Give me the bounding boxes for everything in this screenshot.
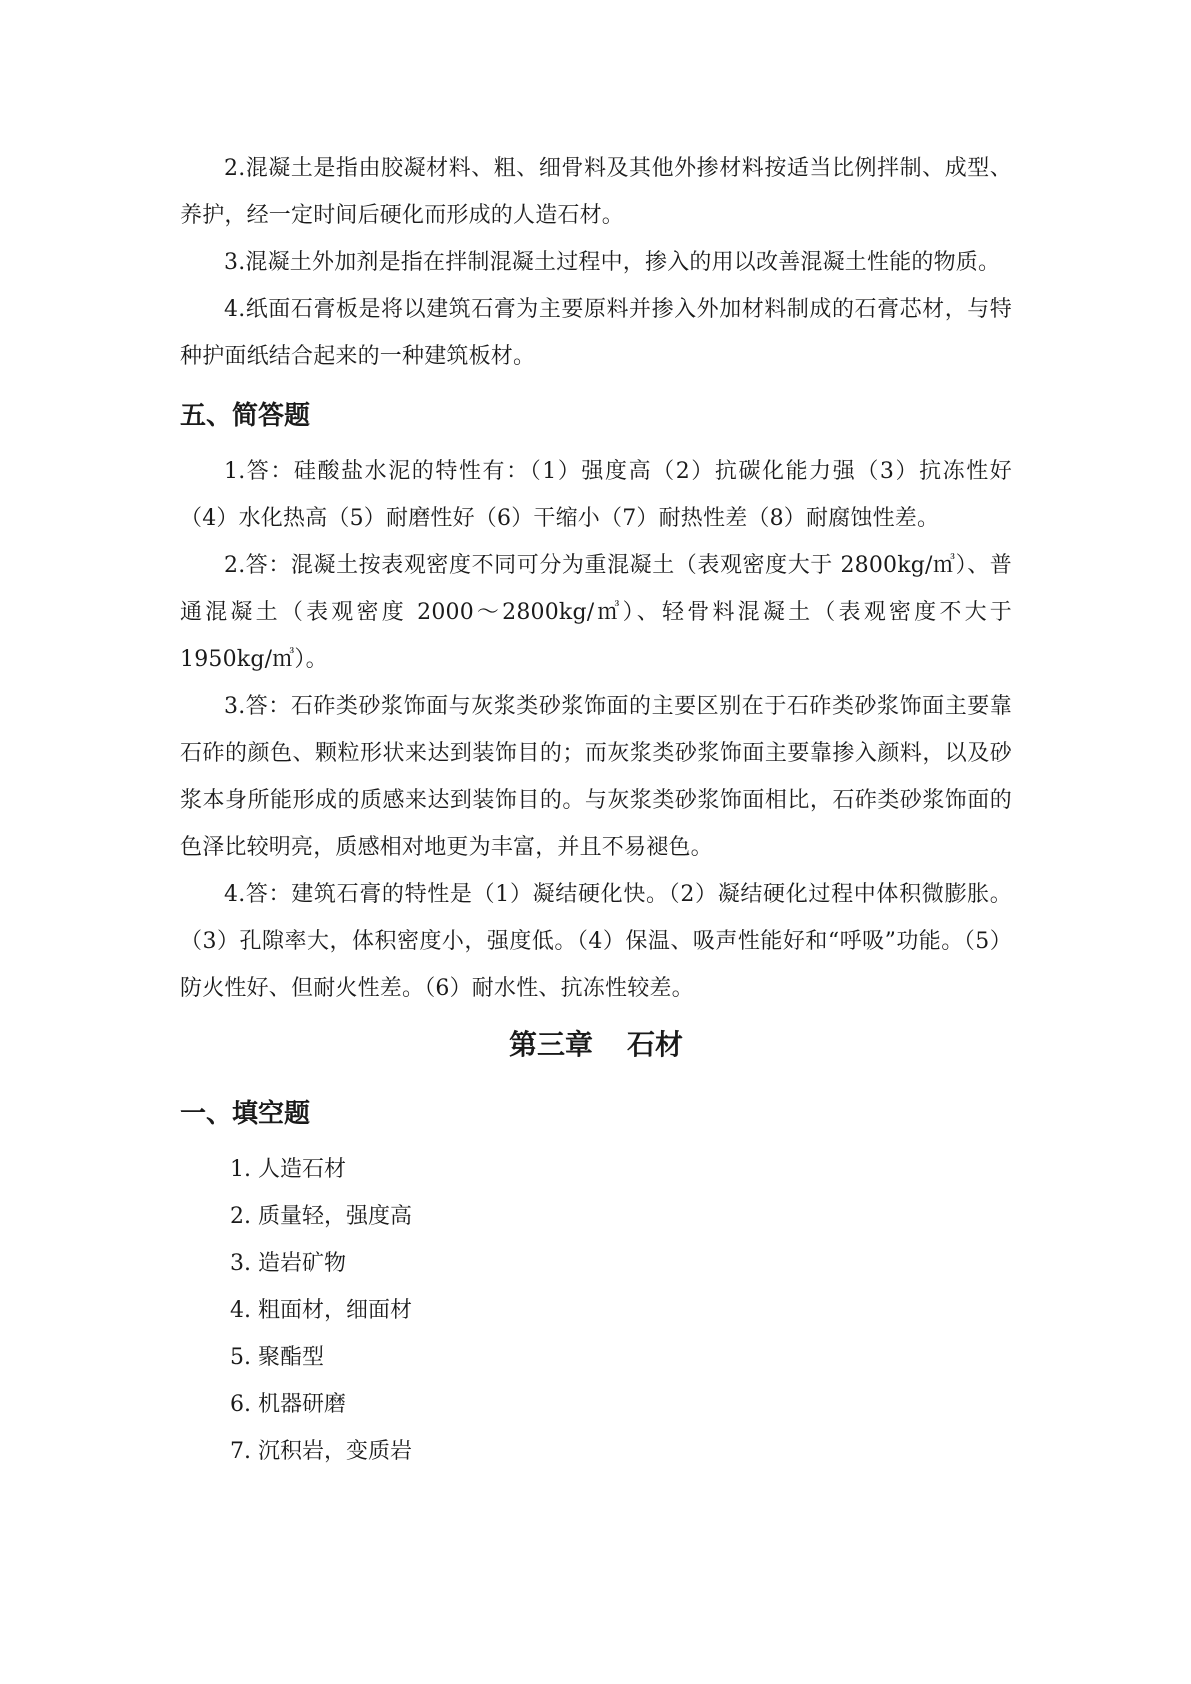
list-item: 7. 沉积岩，变质岩 [230,1439,412,1464]
page-content [180,145,1012,1475]
short-answer-4: 4.答：建筑石膏的特性是（1）凝结硬化快。（2）凝结硬化过程中体积微膨胀。（3）孔隙率大，体积密度小，强度低。（4）保温、吸声性能好和“呼吸”功能。（5）防火性好、但耐火性差。（6）耐水性、抗冻性较差。 [180,882,1012,1001]
definition-answer-2: 2.混凝土是指由胶凝材料、粗、细骨料及其他外掺材料按适当比例拌制、成型、养护，经一定时间后硬化而形成的人造石材。 [180,156,1012,228]
chapter-name: 石材 [627,1028,684,1061]
chapter-number: 第三章 [508,1028,593,1061]
list-item: 2. 质量轻，强度高 [230,1204,412,1229]
chapter-title [180,1012,1012,1078]
section-heading-fill-blank: 一、填空题 [180,1099,311,1129]
list-item: 6. 机器研磨 [230,1392,346,1417]
short-answer-3: 3.答：石砟类砂浆饰面与灰浆类砂浆饰面的主要区别在于石砟类砂浆饰面主要靠石砟的颜色、颗粒形状来达到装饰目的；而灰浆类砂浆饰面主要靠掺入颜料，以及砂浆本身所能形成的质感来达到装饰目的。与灰浆类砂浆饰面相比，石砟类砂浆饰面的色泽比较明亮，质感相对地更为丰富，并且不易褪色。 [180,694,1012,860]
fill-blank-answer-list [180,1146,1012,1475]
list-item: 4. 粗面材，细面材 [230,1298,412,1323]
list-item: 5. 聚酯型 [230,1345,324,1370]
short-answer-1: 1.答：硅酸盐水泥的特性有：（1）强度高（2）抗碳化能力强（3）抗冻性好（4）水化热高（5）耐磨性好（6）干缩小（7）耐热性差（8）耐腐蚀性差。 [180,459,1012,531]
definition-answer-3: 3.混凝土外加剂是指在拌制混凝土过程中，掺入的用以改善混凝土性能的物质。 [224,250,1001,275]
list-item: 1. 人造石材 [230,1157,346,1182]
list-item: 3. 造岩矿物 [230,1251,346,1276]
definition-answer-4: 4.纸面石膏板是将以建筑石膏为主要原料并掺入外加材料制成的石膏芯材，与特种护面纸结合起来的一种建筑板材。 [180,297,1012,369]
section-heading-short-answer: 五、简答题 [180,401,311,431]
short-answer-2: 2.答：混凝土按表观密度不同可分为重混凝土（表观密度大于 2800kg/㎥）、普通混凝土（表观密度 2000～2800kg/㎥）、轻骨料混凝土（表观密度不大于 1950kg/㎥）。 [180,553,1012,672]
